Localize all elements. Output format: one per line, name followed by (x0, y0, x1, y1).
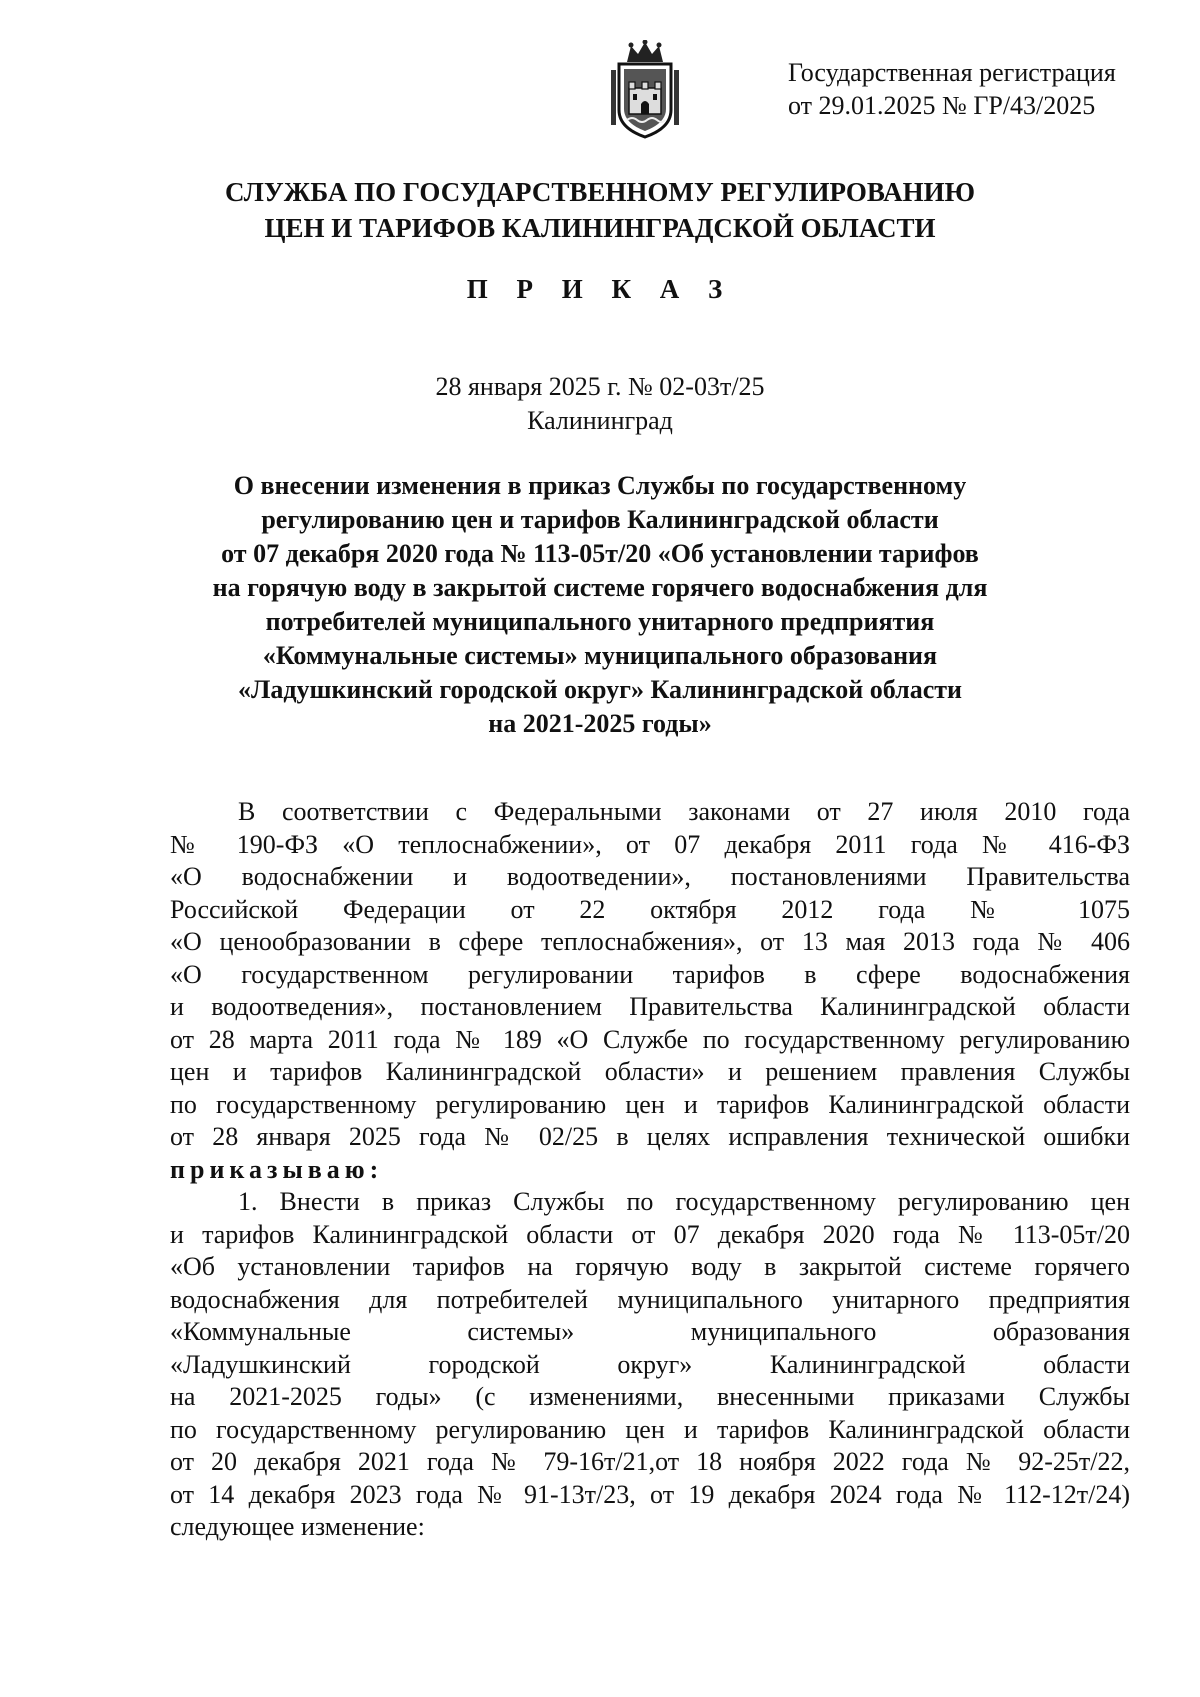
body-line: «Коммунальные системы» муниципального образования (170, 1317, 1130, 1346)
order-subject (0, 469, 1200, 741)
body-line: «О водоснабжении и водоотведении», постановлениями Правительства (170, 862, 1130, 891)
document-type-heading: П Р И К А З (466, 274, 734, 304)
body-line: водоснабжения для потребителей муниципального унитарного предприятия (170, 1284, 1130, 1314)
subject-line: «Ладушкинский городской округ» Калининградской области (237, 675, 963, 704)
organization-title-line-2: ЦЕН И ТАРИФОВ КАЛИНИНГРАДСКОЙ ОБЛАСТИ (264, 213, 936, 243)
subject-line: от 07 декабря 2020 года № 113-05т/20 «Об установлении тарифов (221, 539, 979, 568)
body-line: и водоотведения», постановлением Правительства Калининградской области (170, 992, 1130, 1021)
body-line: следующее изменение: (170, 1512, 425, 1541)
order-body (170, 796, 1130, 1544)
body-line: на 2021-2025 годы» (с изменениями, внесенными приказами Службы (170, 1382, 1130, 1411)
body-line: от 28 января 2025 года № 02/25 в целях исправления технической ошибки (170, 1122, 1130, 1151)
body-line: № 190-ФЗ «О теплоснабжении», от 07 декабря 2011 года № 416-ФЗ (170, 829, 1130, 859)
body-line: от 14 декабря 2023 года № 91-13т/23, от 19 декабря 2024 года № 112-12т/24) (170, 1479, 1130, 1509)
body-line: 1. Внести в приказ Службы по государственному регулированию цен (238, 1187, 1130, 1216)
subject-line: регулированию цен и тарифов Калининградской области (261, 505, 939, 534)
registration-line-2: от 29.01.2025 № ГР/43/2025 (788, 91, 1096, 120)
order-command-word: приказываю: (170, 1154, 384, 1184)
body-line: «О ценообразовании в сфере теплоснабжения», от 13 мая 2013 года № 406 (170, 927, 1130, 956)
body-line: от 28 марта 2011 года № 189 «О Службе по государственному регулированию (170, 1024, 1130, 1054)
order-date-block (0, 370, 1200, 438)
body-line: «Об установлении тарифов на горячую воду в закрытой системе горячего (170, 1252, 1130, 1281)
subject-line: на горячую воду в закрытой системе горячего водоснабжения для (212, 573, 988, 602)
registration-line-1: Государственная регистрация (788, 58, 1116, 87)
registration-stamp (788, 56, 1116, 122)
subject-line: «Коммунальные системы» муниципального образования (262, 641, 938, 670)
subject-line: О внесении изменения в приказ Службы по государственному (233, 471, 967, 500)
body-line: «О государственном регулировании тарифов в сфере водоснабжения (170, 959, 1130, 989)
body-line: Российской Федерации от 22 октября 2012 года № 1075 (170, 894, 1130, 924)
order-city: Калининград (527, 406, 673, 435)
organization-title-line-1: СЛУЖБА ПО ГОСУДАРСТВЕННОМУ РЕГУЛИРОВАНИЮ (224, 177, 976, 207)
coat-of-arms-emblem (605, 40, 685, 140)
body-line: по государственному регулированию цен и тарифов Калининградской области (170, 1414, 1130, 1444)
subject-line: потребителей муниципального унитарного предприятия (265, 607, 935, 636)
body-line: по государственному регулированию цен и тарифов Калининградской области (170, 1089, 1130, 1119)
body-line: цен и тарифов Калининградской области» и решением правления Службы (170, 1057, 1130, 1086)
subject-line: на 2021-2025 годы» (488, 709, 712, 738)
body-line: «Ладушкинский городской округ» Калининградской области (170, 1349, 1130, 1379)
body-line: В соответствии с Федеральными законами от 27 июля 2010 года (238, 797, 1130, 826)
organization-title (0, 174, 1200, 246)
body-line: от 20 декабря 2021 года № 79-16т/21,от 18 ноября 2022 года № 92-25т/22, (170, 1447, 1130, 1476)
body-line: и тарифов Калининградской области от 07 декабря 2020 года № 113-05т/20 (170, 1219, 1130, 1249)
order-date-number: 28 января 2025 г. № 02-03т/25 (435, 372, 765, 401)
